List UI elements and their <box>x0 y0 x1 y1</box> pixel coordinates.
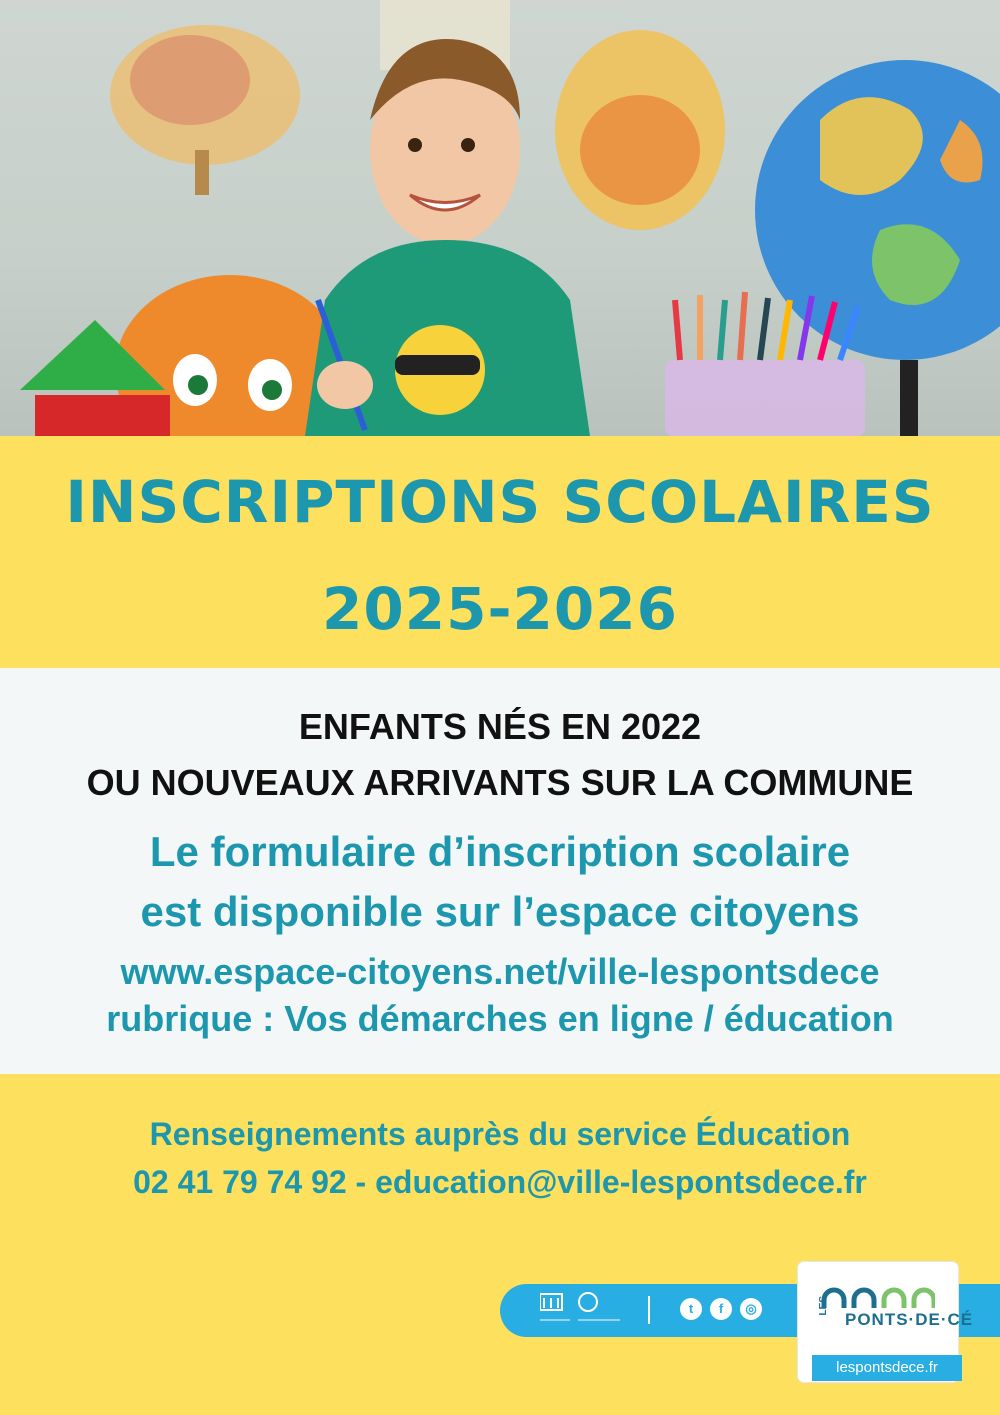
page-year: 2025-2026 <box>322 575 678 643</box>
facebook-icon[interactable]: f <box>710 1298 732 1320</box>
logo-prefix: LES <box>818 1296 829 1316</box>
twitter-icon[interactable]: t <box>680 1298 702 1320</box>
audience-line-2: OU NOUVEAUX ARRIVANTS SUR LA COMMUNE <box>86 762 914 803</box>
section-path: rubrique : Vos démarches en ligne / éducation <box>106 998 894 1039</box>
website-link[interactable]: lespontsdece.fr <box>812 1355 962 1381</box>
logo-arches <box>820 1284 935 1310</box>
info-line-2: est disponible sur l’espace citoyens <box>140 888 860 935</box>
contact-line-2[interactable]: 02 41 79 74 92 - education@ville-lespontsdece.fr <box>133 1164 867 1200</box>
espace-citoyens-link[interactable]: www.espace-citoyens.net/ville-lespontsdece <box>120 951 880 992</box>
hero-photo <box>0 0 1000 436</box>
page-title: INSCRIPTIONS SCOLAIRES <box>65 468 935 536</box>
contact-line-1: Renseignements auprès du service Éducation <box>149 1116 851 1152</box>
footer-separator <box>648 1296 650 1324</box>
info-line-1: Le formulaire d’inscription scolaire <box>149 828 851 875</box>
partner-logos <box>540 1290 630 1330</box>
instagram-icon[interactable]: ◎ <box>740 1298 762 1320</box>
logo-name: PONTS·DE·CÉ <box>845 1310 974 1329</box>
audience-line-1: ENFANTS NÉS EN 2022 <box>298 706 702 747</box>
